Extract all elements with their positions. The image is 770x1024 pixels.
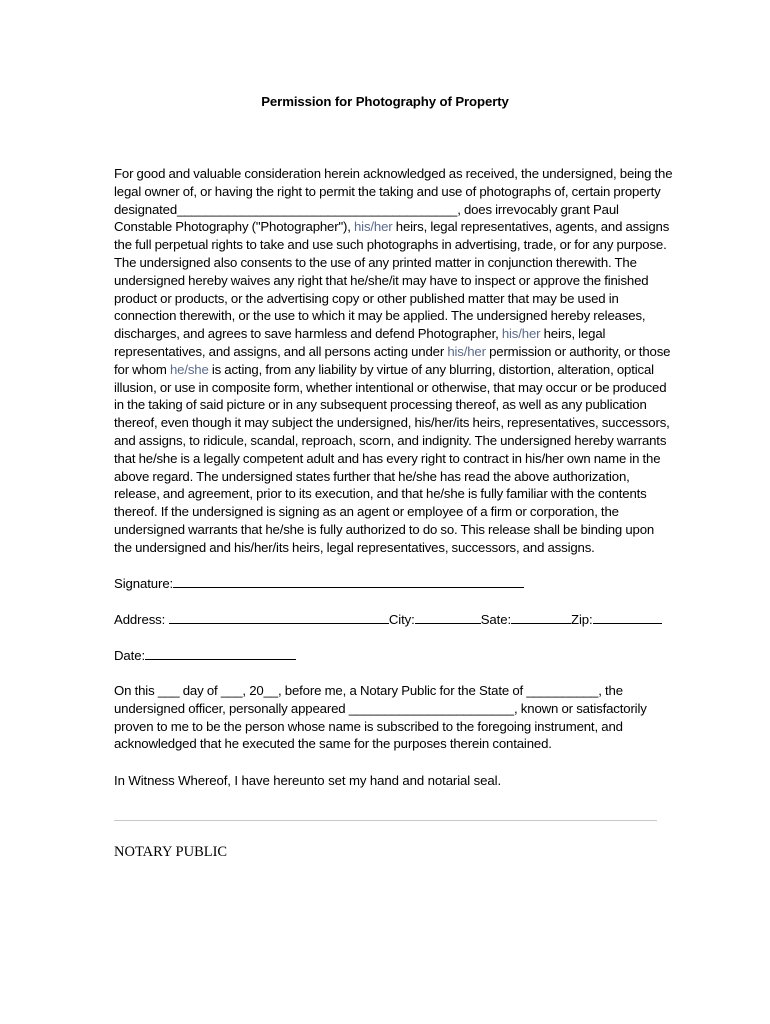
- state-field[interactable]: [511, 611, 571, 624]
- body-text-segment: Constable Photography ("Photographer"),: [114, 219, 354, 235]
- body-line: that he/she is a legally competent adult and has every right to contract in his/her own name in the: [114, 450, 661, 466]
- body-line: [114, 325, 660, 343]
- notary-line: acknowledged that he executed the same for the purposes therein contained.: [114, 736, 552, 752]
- notary-acknowledgment: [114, 682, 660, 753]
- body-line: the full perpetual rights to take and use such photographs in advertising, trade, or for any purpose.: [114, 237, 667, 253]
- body-line: connection therewith, or the use to which it may be applied. The undersigned hereby releases,: [114, 308, 646, 324]
- date-row: [114, 647, 296, 663]
- release-paragraph: [114, 165, 673, 557]
- highlighted-pronoun: his/her: [447, 343, 486, 359]
- body-line: [114, 343, 671, 361]
- body-line: the undersigned and his/her/its heirs, legal representatives, successors, and assigns.: [114, 539, 595, 555]
- highlighted-pronoun: he/she: [169, 361, 209, 377]
- body-line: and assigns, to ridicule, scandal, reproach, scorn, and indignity. The undersigned hereby warrants: [114, 432, 667, 448]
- address-row: [114, 611, 662, 627]
- city-field[interactable]: [415, 611, 481, 624]
- body-text-segment: heirs, legal: [540, 326, 606, 342]
- body-line: designated_______________________________________, does irrevocably grant Paul: [114, 201, 619, 217]
- signature-label: Signature:: [114, 576, 174, 591]
- body-text-segment: for whom: [114, 361, 170, 377]
- notary-line: undersigned officer, personally appeared _______________________, known or satisfactorily: [114, 700, 647, 716]
- notary-signature-line: [114, 820, 657, 821]
- body-text-segment: discharges, and agrees to save harmless and defend Photographer,: [114, 326, 502, 342]
- body-text-segment: permission or authority, or those: [485, 343, 671, 359]
- city-label: City:: [388, 612, 415, 627]
- address-field[interactable]: [169, 611, 389, 624]
- body-line: legal owner of, or having the right to permit the taking and use of photographs of, certain property: [114, 183, 661, 199]
- notary-public-label: NOTARY PUBLIC: [114, 844, 228, 860]
- body-line: above regard. The undersigned states further that he/she has read the above authorization,: [114, 468, 630, 484]
- body-line: in the taking of said picture or in any subsequent processing thereof, as well as any publication: [114, 397, 647, 413]
- document-title: Permission for Photography of Property: [261, 94, 509, 109]
- body-line: For good and valuable consideration herein acknowledged as received, the undersigned, being the: [114, 166, 673, 181]
- signature-row: [114, 575, 524, 591]
- signature-field[interactable]: [173, 575, 524, 588]
- witness-statement: In Witness Whereof, I have hereunto set my hand and notarial seal.: [114, 773, 502, 788]
- body-line: undersigned warrants that he/she is fully authorized to do so. This release shall be binding upon: [114, 521, 655, 537]
- body-text-segment: is acting, from any liability by virtue of any blurring, distortion, alteration, optical: [208, 361, 654, 377]
- notary-line: proven to me to be the person whose name is subscribed to the foregoing instrument, and: [114, 718, 623, 734]
- body-line: product or products, or the advertising copy or other published matter that may be used in: [114, 290, 619, 306]
- highlighted-pronoun: his/her: [501, 326, 541, 342]
- body-line: [114, 218, 670, 236]
- zip-field[interactable]: [593, 611, 662, 624]
- zip-label: Zip:: [571, 612, 593, 627]
- state-label: Sate:: [480, 612, 512, 627]
- body-line: illusion, or use in composite form, whether intentional or otherwise, that may occur or be produced: [114, 379, 667, 395]
- body-text-segment: heirs, legal representatives, agents, and assigns: [392, 219, 670, 235]
- body-line: thereof. If the undersigned is signing as an agent or employee of a firm or corporation, the: [114, 504, 619, 520]
- body-line: undersigned hereby waives any right that he/she/it may have to inspect or approve the finished: [114, 272, 649, 288]
- date-label: Date:: [114, 648, 146, 663]
- address-label: Address:: [114, 612, 166, 627]
- body-line: release, and agreement, prior to its execution, and that he/she is fully familiar with the contents: [114, 486, 647, 502]
- notary-line: On this ___ day of ___, 20__, before me, a Notary Public for the State of __________, the: [114, 683, 623, 698]
- body-line: The undersigned also consents to the use of any printed matter in conjunction therewith. The: [114, 254, 637, 270]
- date-field[interactable]: [145, 647, 296, 660]
- body-line: [114, 361, 660, 379]
- body-line: thereof, even though it may subject the undersigned, his/her/its heirs, representatives, successors,: [114, 415, 670, 431]
- body-text-segment: representatives, and assigns, and all persons acting under: [114, 343, 448, 359]
- highlighted-pronoun: his/her: [354, 219, 393, 235]
